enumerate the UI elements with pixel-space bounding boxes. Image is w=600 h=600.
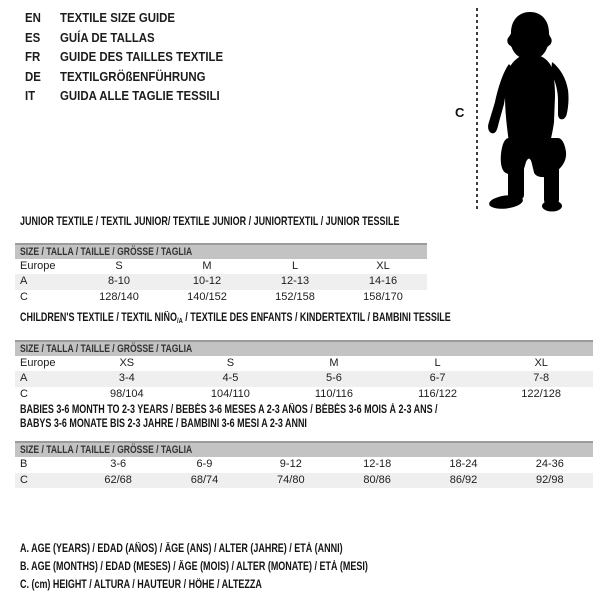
junior-title-text: JUNIOR TEXTILE / TEXTIL JUNIOR/ TEXTILE JUNIOR / JUNIORTEXTIL / JUNIOR TESSILE	[20, 216, 400, 228]
table-cell: 86/92	[449, 473, 478, 486]
table-cell: 3-4	[118, 372, 135, 384]
babies-title-line2	[15, 418, 593, 432]
language-code: ES	[25, 29, 41, 45]
table-cell: 122/128	[521, 387, 562, 400]
legend-line-a	[20, 540, 466, 558]
table-cell: 128/140	[99, 290, 139, 303]
language-code: FR	[25, 49, 41, 64]
row-label: A	[20, 275, 28, 287]
babies-title-line1	[15, 404, 593, 418]
children-title-pre: CHILDREN'S TEXTILE / TEXTIL NIÑO	[20, 312, 177, 324]
children-title	[15, 312, 593, 328]
table-cell: 158/170	[363, 290, 403, 303]
table-row-a	[15, 371, 593, 387]
table-cell: 24-36	[535, 458, 564, 470]
table-cell: 8-10	[107, 275, 131, 287]
language-code: IT	[25, 88, 36, 103]
row-label: C	[20, 473, 28, 486]
legend-line-b	[20, 558, 466, 576]
children-title-text	[20, 312, 451, 328]
table-cell: 9-12	[279, 458, 302, 470]
children-title-sub: /A	[176, 316, 183, 325]
table-cell: XL	[376, 259, 390, 272]
table-row-c	[15, 387, 593, 403]
table-cell: 104/110	[210, 387, 250, 400]
row-label: A	[20, 372, 28, 384]
babies-title-line2-text: BABYS 3-6 MONATE BIS 2-3 JAHRE / BAMBINI 3-6 MESI A 2-3 ANNI	[20, 417, 307, 430]
size-header-text: SIZE / TALLA / TAILLE / GRÖSSE / TAGLIA	[20, 444, 193, 456]
language-row-fr	[25, 47, 245, 67]
table-cell: 14-16	[368, 275, 398, 287]
baby-silhouette	[478, 4, 578, 214]
table-cell: M	[329, 356, 339, 369]
row-label: C	[20, 387, 28, 400]
table-cell: S	[226, 356, 235, 369]
babies-title-line1-text: BABIES 3-6 MONTH TO 2-3 YEARS / BEBÉS 3-6 MESES A 2-3 AÑOS / BÉBÉS 3-6 MOIS À 2-3 ANS /	[20, 404, 438, 416]
height-measure-label: C	[455, 105, 465, 120]
babies-table-body	[15, 457, 593, 488]
junior-section	[15, 216, 593, 305]
table-cell: XL	[534, 356, 548, 369]
babies-size-table	[15, 441, 593, 488]
table-cell: 116/122	[418, 387, 458, 400]
size-header-bar	[15, 243, 427, 259]
table-cell: L	[291, 259, 299, 272]
junior-title	[15, 216, 593, 230]
table-cell: 5-6	[326, 372, 342, 384]
table-cell: 12-18	[363, 458, 392, 470]
table-row-europe	[15, 356, 593, 372]
table-cell: 140/152	[187, 290, 227, 303]
table-cell: 12-13	[280, 275, 310, 287]
row-label: Europe	[20, 259, 56, 272]
table-cell: 10-12	[192, 275, 222, 287]
children-title-post: / TEXTILE DES ENFANTS / KINDERTEXTIL / BAMBINI TESSILE	[182, 312, 451, 324]
table-row-c	[15, 473, 593, 489]
language-row-en	[25, 8, 245, 28]
children-table-body	[15, 356, 593, 403]
junior-table-body	[15, 259, 427, 306]
row-label: Europe	[20, 356, 56, 369]
legend-line-a-text: A. AGE (YEARS) / EDAD (AÑOS) / ÂGE (ANS) / ALTER (JAHRE) / ETÀ (ANNI)	[20, 543, 343, 555]
measurement-legend	[20, 540, 466, 594]
table-cell: 92/98	[536, 473, 564, 486]
language-code: DE	[25, 68, 41, 84]
row-label: B	[20, 458, 28, 470]
junior-size-table	[15, 243, 427, 306]
table-cell: 18-24	[449, 458, 478, 470]
table-cell: 6-7	[429, 372, 446, 384]
language-title: TEXTILE SIZE GUIDE	[60, 10, 176, 25]
table-row-europe	[15, 259, 427, 275]
table-cell: 6-9	[196, 458, 213, 470]
language-title: GUIDA ALLE TAGLIE TESSILI	[60, 88, 220, 103]
table-cell: M	[202, 259, 212, 272]
size-header-text: SIZE / TALLA / TAILLE / GRÖSSE / TAGLIA	[20, 245, 193, 258]
legend-line-c	[20, 576, 466, 594]
table-cell: 74/80	[277, 473, 305, 486]
table-cell: 3-6	[110, 458, 127, 470]
table-cell: 4-5	[222, 372, 239, 384]
language-row-it	[25, 86, 245, 106]
children-section	[15, 312, 593, 402]
language-title: TEXTILGRÖßENFÜHRUNG	[60, 68, 206, 84]
table-cell: 7-8	[533, 372, 550, 384]
language-code: EN	[25, 10, 41, 25]
table-cell: XS	[119, 356, 135, 369]
language-row-es	[25, 28, 245, 48]
language-title: GUIDE DES TAILLES TEXTILE	[60, 49, 224, 64]
legend-line-c-text: C. (cm) HEIGHT / ALTURA / HAUTEUR / HÖHE / ALTEZZA	[20, 579, 262, 591]
row-label: C	[20, 290, 28, 303]
table-cell: 80/86	[363, 473, 391, 486]
table-cell: L	[434, 356, 441, 369]
table-cell: 68/74	[190, 473, 219, 486]
children-size-table	[15, 340, 593, 403]
table-row-a	[15, 274, 427, 290]
table-cell: 62/68	[104, 473, 132, 486]
table-row-c	[15, 290, 427, 306]
table-cell: 152/158	[275, 290, 315, 303]
table-cell: 98/104	[109, 387, 144, 400]
table-row-b	[15, 457, 593, 473]
size-header-text: SIZE / TALLA / TAILLE / GRÖSSE / TAGLIA	[20, 342, 193, 355]
language-header	[25, 8, 245, 106]
size-header-bar	[15, 340, 593, 356]
table-cell: S	[115, 259, 123, 272]
babies-section	[15, 404, 593, 488]
language-title: GUÍA DE TALLAS	[60, 29, 155, 45]
legend-line-b-text: B. AGE (MONTHS) / EDAD (MESES) / ÂGE (MOIS) / ALTER (MONATE) / ETÀ (MESI)	[20, 561, 368, 573]
size-header-bar	[15, 441, 593, 457]
language-row-de	[25, 67, 245, 87]
table-cell: 110/116	[314, 387, 354, 400]
